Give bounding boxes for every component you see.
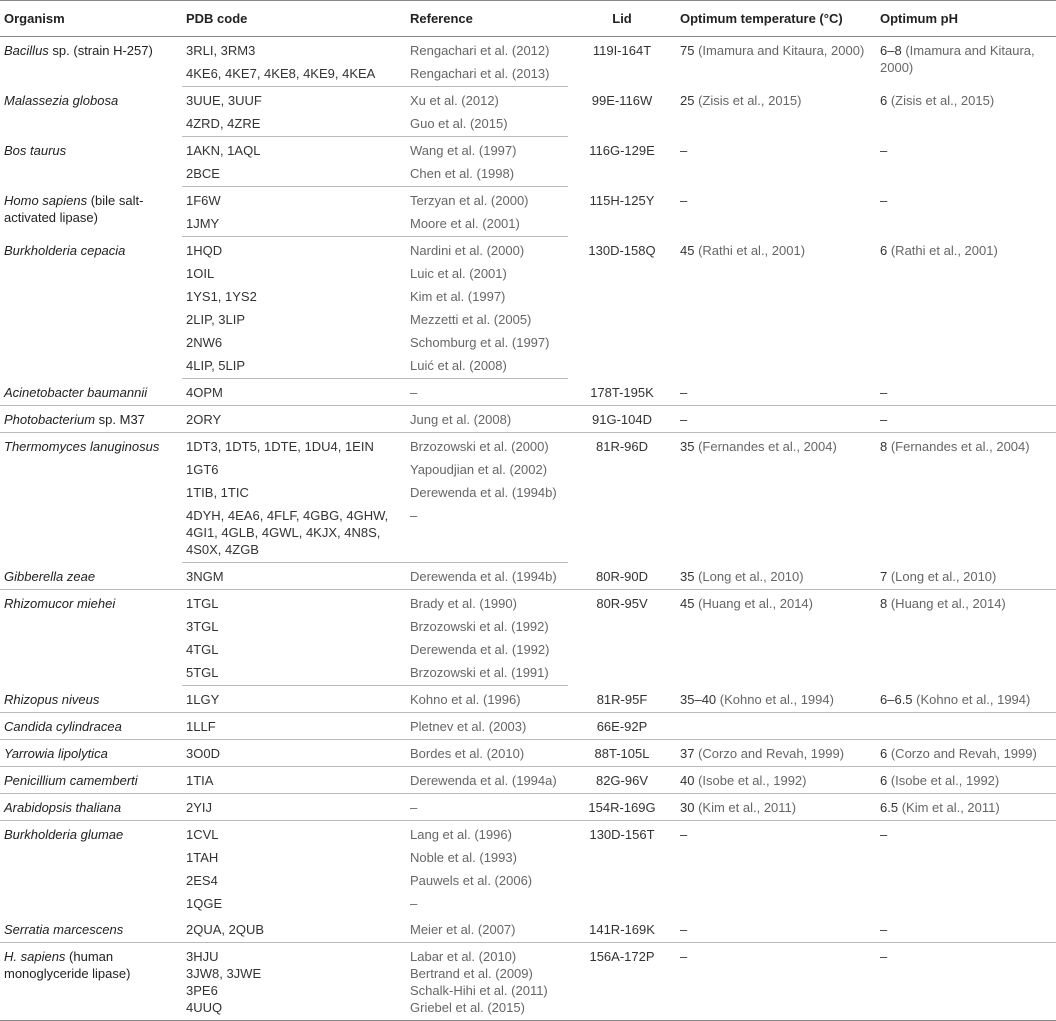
reference-cell: – <box>410 896 418 911</box>
reference-cell: Luić et al. (2008) <box>406 354 568 379</box>
reference-cell: Derewenda et al. (1994b) <box>406 563 568 590</box>
reference-cell: Labar et al. (2010) Bertrand et al. (2009) Schalk-Hihi et al. (2011) Griebel et al. (2015) <box>406 943 568 1021</box>
optimum-ph-cell-value: – <box>880 827 888 842</box>
organism-cell <box>0 406 182 433</box>
optimum-ph-cell-value: – <box>880 949 888 964</box>
optimum-temperature-cell-value: 40 <box>680 773 695 788</box>
organism-name-part: Malassezia globosa <box>4 92 119 108</box>
optimum-ph-cell-reference: (Long et al., 2010) <box>887 568 997 584</box>
optimum-temperature-cell <box>676 821 876 917</box>
optimum-temperature-cell-value: – <box>680 192 688 208</box>
reference-cell: Lang et al. (1996) <box>410 827 512 842</box>
table-row <box>0 943 1056 1021</box>
lid-cell: 81R-95F <box>568 686 676 713</box>
organism-name-part: Candida cylindracea <box>4 719 122 734</box>
optimum-ph-cell <box>876 740 1056 767</box>
reference-cell: Derewenda et al. (1994b) <box>410 485 557 500</box>
optimum-ph-cell <box>876 237 1056 379</box>
organism-name-part: Burkholderia cepacia <box>4 242 126 258</box>
optimum-temperature-cell-reference: (Kim et al., 2011) <box>694 800 797 815</box>
organism-name-part: Yarrowia lipolytica <box>4 746 108 761</box>
organism-cell <box>0 563 182 590</box>
optimum-temperature-cell-value: – <box>680 949 688 964</box>
reference-cell: Wang et al. (1997) <box>410 143 517 158</box>
organism-name-part: (human monoglyceride lipase) <box>4 949 131 981</box>
header-lid: Lid <box>568 1 676 37</box>
reference-cell: Brzozowski et al. (1992) <box>410 619 549 634</box>
pdb-code-cell: 3RLI, 3RM3 <box>186 43 256 58</box>
optimum-temperature-cell <box>676 713 876 740</box>
table-row <box>0 590 1056 616</box>
reference-cell: Xu et al. (2012) <box>410 93 499 108</box>
lid-cell: 66E-92P <box>568 713 676 740</box>
organism-cell <box>0 794 182 821</box>
optimum-ph-cell-value: 6 <box>880 92 888 108</box>
pdb-code-cell: 4LIP, 5LIP <box>182 354 406 379</box>
table-row <box>0 916 1056 943</box>
header-pdb-code: PDB code <box>182 1 406 37</box>
optimum-temperature-cell-reference: (Isobe et al., 1992) <box>694 773 807 788</box>
optimum-temperature-cell-reference: (Long et al., 2010) <box>694 568 804 584</box>
lid-cell: 141R-169K <box>568 916 676 943</box>
optimum-ph-cell <box>876 187 1056 237</box>
lid-cell: 130D-158Q <box>588 242 656 258</box>
optimum-ph-cell <box>876 433 1056 563</box>
organism-name-part: Bos taurus <box>4 142 67 158</box>
pdb-code-cell: 1HQD <box>186 243 223 258</box>
organism-name-part: Arabidopsis thaliana <box>4 800 122 815</box>
table-row <box>0 237 1056 263</box>
optimum-temperature-cell <box>676 379 876 406</box>
optimum-ph-cell-reference: (Fernandes et al., 2004) <box>887 439 1030 454</box>
optimum-temperature-cell <box>676 686 876 713</box>
organism-cell <box>0 137 182 187</box>
organism-name-part: sp. (strain H-257) <box>48 43 153 58</box>
organism-cell <box>0 740 182 767</box>
optimum-temperature-cell-value: 35 <box>680 568 695 584</box>
header-row <box>0 1 1056 37</box>
organism-cell <box>0 187 182 237</box>
organism-name-part: (bile salt-activated lipase) <box>4 192 144 225</box>
table-row <box>0 87 1056 113</box>
header-organism: Organism <box>0 1 182 37</box>
pdb-code-cell: 3HJU 3JW8, 3JWE 3PE6 4UUQ <box>182 943 406 1021</box>
optimum-temperature-cell <box>676 794 876 821</box>
pdb-code-cell: 1TGL <box>186 596 219 611</box>
organism-cell <box>0 821 182 917</box>
optimum-temperature-cell-value: 35 <box>680 439 695 454</box>
organism-cell <box>0 916 182 943</box>
reference-cell: Yapoudjian et al. (2002) <box>410 462 548 477</box>
optimum-temperature-cell <box>676 87 876 137</box>
organism-name-part: Bacillus <box>4 43 49 58</box>
optimum-temperature-cell <box>676 433 876 563</box>
table-row <box>0 37 1056 63</box>
pdb-code-cell: 3NGM <box>182 563 406 590</box>
optimum-temperature-cell-value: – <box>680 827 688 842</box>
optimum-ph-cell <box>876 563 1056 590</box>
pdb-code-cell: 1GT6 <box>186 462 219 477</box>
pdb-code-cell: 4TGL <box>186 642 219 657</box>
optimum-temperature-cell-value: 75 <box>680 43 695 58</box>
optimum-ph-cell <box>876 590 1056 686</box>
table-row <box>0 406 1056 433</box>
optimum-ph-cell-reference: (Zisis et al., 2015) <box>887 92 995 108</box>
optimum-ph-cell-value: 6–6.5 <box>880 691 913 707</box>
optimum-temperature-cell-value: – <box>680 384 688 400</box>
organism-cell <box>0 237 182 379</box>
optimum-ph-cell-reference: (Rathi et al., 2001) <box>887 242 998 258</box>
optimum-ph-cell <box>876 37 1056 87</box>
organism-name-part: Acinetobacter baumannii <box>4 384 148 400</box>
optimum-temperature-cell-reference: (Huang et al., 2014) <box>694 596 813 611</box>
organism-name-part: Thermomyces lanuginosus <box>4 439 160 454</box>
table-row <box>0 563 1056 590</box>
pdb-code-cell: 1LGY <box>182 686 406 713</box>
optimum-ph-cell-value: – <box>880 412 888 427</box>
reference-cell: Derewenda et al. (1992) <box>410 642 550 657</box>
pdb-code-cell: 3TGL <box>186 619 219 634</box>
organism-name-part: Rhizopus niveus <box>4 691 100 707</box>
organism-name-part: Serratia marcescens <box>4 922 124 937</box>
optimum-temperature-cell-reference: (Corzo and Revah, 1999) <box>694 746 845 761</box>
lid-cell: 178T-195K <box>568 379 676 406</box>
reference-cell: Schomburg et al. (1997) <box>410 335 550 350</box>
reference-cell: Brzozowski et al. (1991) <box>406 661 568 686</box>
optimum-temperature-cell <box>676 590 876 686</box>
lid-cell: 99E-116W <box>591 92 653 108</box>
reference-cell: Guo et al. (2015) <box>406 112 568 137</box>
optimum-ph-cell <box>876 379 1056 406</box>
reference-cell: Jung et al. (2008) <box>406 406 568 433</box>
optimum-temperature-cell-reference: (Kohno et al., 1994) <box>716 691 834 707</box>
organism-cell <box>0 713 182 740</box>
organism-cell <box>0 37 182 87</box>
reference-cell: Mezzetti et al. (2005) <box>410 312 532 327</box>
reference-cell: Bordes et al. (2010) <box>406 740 568 767</box>
organism-name-part: Penicillium camemberti <box>4 773 138 788</box>
optimum-temperature-cell <box>676 137 876 187</box>
optimum-temperature-cell-value: 35–40 <box>680 691 717 707</box>
reference-cell: Pletnev et al. (2003) <box>406 713 568 740</box>
optimum-temperature-cell-value: 45 <box>680 242 695 258</box>
pdb-code-cell: 3O0D <box>182 740 406 767</box>
pdb-code-cell: 2NW6 <box>186 335 223 350</box>
optimum-temperature-cell <box>676 943 876 1021</box>
pdb-code-cell: 2YIJ <box>182 794 406 821</box>
optimum-ph-cell-value: 6 <box>880 773 888 788</box>
pdb-code-cell: 4OPM <box>182 379 406 406</box>
optimum-ph-cell-value: 8 <box>880 439 888 454</box>
table-row <box>0 794 1056 821</box>
pdb-code-cell: 4ZRD, 4ZRE <box>182 112 406 137</box>
organism-name-part: Burkholderia glumae <box>4 827 124 842</box>
optimum-ph-cell-reference: (Kim et al., 2011) <box>898 800 1000 815</box>
optimum-ph-cell-value: 8 <box>880 596 888 611</box>
reference-cell: Chen et al. (1998) <box>406 162 568 187</box>
optimum-temperature-cell-value: 45 <box>680 596 695 611</box>
table-row <box>0 137 1056 163</box>
optimum-temperature-cell-value: 37 <box>680 746 695 761</box>
reference-cell: Rengachari et al. (2012) <box>410 43 550 58</box>
lid-cell: 88T-105L <box>568 740 676 767</box>
pdb-code-cell: 1JMY <box>182 212 406 237</box>
optimum-ph-cell-reference: (Huang et al., 2014) <box>887 596 1006 611</box>
reference-cell: Terzyan et al. (2000) <box>410 193 529 208</box>
reference-cell: Luic et al. (2001) <box>410 266 507 281</box>
optimum-ph-cell <box>876 406 1056 433</box>
pdb-code-cell: 1CVL <box>186 827 219 842</box>
reference-cell: Kohno et al. (1996) <box>406 686 568 713</box>
table-row <box>0 713 1056 740</box>
reference-cell: Pauwels et al. (2006) <box>410 873 533 888</box>
lid-cell: 80R-95V <box>596 596 648 611</box>
lid-cell: 81R-96D <box>595 439 649 454</box>
organism-cell <box>0 686 182 713</box>
optimum-temperature-cell <box>676 187 876 237</box>
table-row <box>0 686 1056 713</box>
reference-cell: Noble et al. (1993) <box>410 850 517 865</box>
organism-cell <box>0 379 182 406</box>
optimum-ph-cell-value: – <box>880 142 888 158</box>
optimum-temperature-cell-value: – <box>680 922 688 937</box>
pdb-code-cell: 3UUE, 3UUF <box>186 93 262 108</box>
lid-cell: 80R-90D <box>568 563 676 590</box>
optimum-temperature-cell <box>676 406 876 433</box>
optimum-ph-cell-value: 6–8 <box>880 43 902 58</box>
optimum-temperature-cell-reference: (Zisis et al., 2015) <box>694 92 802 108</box>
pdb-code-cell: 1QGE <box>186 896 223 911</box>
organism-name-part: Gibberella zeae <box>4 568 96 584</box>
optimum-temperature-cell-value: – <box>680 412 688 427</box>
optimum-ph-cell-value: 6.5 <box>880 800 899 815</box>
optimum-temperature-cell <box>676 237 876 379</box>
pdb-code-cell: 1TIA <box>182 767 406 794</box>
pdb-code-cell: 1TAH <box>186 850 219 865</box>
optimum-ph-cell <box>876 943 1056 1021</box>
lid-cell: 156A-172P <box>568 943 676 1021</box>
optimum-temperature-cell-reference: (Rathi et al., 2001) <box>694 242 806 258</box>
optimum-ph-cell-reference: (Isobe et al., 1992) <box>887 773 1000 788</box>
reference-cell: – <box>406 794 568 821</box>
reference-cell: Nardini et al. (2000) <box>410 243 525 258</box>
optimum-ph-cell-value: – <box>880 192 888 208</box>
reference-cell: Meier et al. (2007) <box>406 916 568 943</box>
organism-cell <box>0 590 182 686</box>
optimum-temperature-cell-reference: (Fernandes et al., 2004) <box>694 439 837 454</box>
reference-cell: – <box>406 504 568 563</box>
reference-cell: Moore et al. (2001) <box>406 212 568 237</box>
pdb-code-cell: 1YS1, 1YS2 <box>186 289 257 304</box>
pdb-code-cell: 4KE6, 4KE7, 4KE8, 4KE9, 4KEA <box>182 62 406 87</box>
pdb-code-cell: 1LLF <box>182 713 406 740</box>
optimum-temperature-cell <box>676 916 876 943</box>
organism-cell <box>0 433 182 563</box>
table-body <box>0 37 1056 1021</box>
pdb-code-cell: 1F6W <box>186 193 221 208</box>
reference-cell: Brzozowski et al. (2000) <box>410 439 549 454</box>
reference-cell: Kim et al. (1997) <box>410 289 506 304</box>
optimum-temperature-cell-value: 30 <box>680 800 695 815</box>
lid-cell: 116G-129E <box>589 142 655 158</box>
header-optimum-ph: Optimum pH <box>876 1 1056 37</box>
optimum-temperature-cell <box>676 37 876 87</box>
organism-cell <box>0 943 182 1021</box>
reference-cell: – <box>406 379 568 406</box>
optimum-ph-cell-value: – <box>880 384 888 400</box>
optimum-ph-cell <box>876 137 1056 187</box>
organism-cell <box>0 87 182 137</box>
optimum-ph-cell <box>876 713 1056 740</box>
pdb-code-cell: 1AKN, 1AQL <box>186 143 261 158</box>
reference-cell: Rengachari et al. (2013) <box>406 62 568 87</box>
optimum-ph-cell-reference: (Kohno et al., 1994) <box>912 691 1031 707</box>
optimum-ph-cell-reference: (Imamura and Kitaura, 2000) <box>880 43 1035 75</box>
pdb-code-cell: 5TGL <box>182 661 406 686</box>
organism-name-part: Rhizomucor miehei <box>4 596 116 611</box>
lid-cell: 119I-164T <box>592 43 652 58</box>
optimum-ph-cell-value: – <box>880 922 888 937</box>
pdb-code-cell: 4DYH, 4EA6, 4FLF, 4GBG, 4GHW, 4GI1, 4GLB, 4GWL, 4KJX, 4N8S, 4S0X, 4ZGB <box>182 504 406 563</box>
lid-cell: 82G-96V <box>568 767 676 794</box>
organism-name-part: Photobacterium <box>4 412 96 427</box>
table-row <box>0 379 1056 406</box>
optimum-ph-cell <box>876 686 1056 713</box>
organism-cell <box>0 767 182 794</box>
optimum-temperature-cell-value: 25 <box>680 92 695 108</box>
organism-name-part: H. sapiens <box>4 949 66 964</box>
table-row <box>0 767 1056 794</box>
reference-cell: Derewenda et al. (1994a) <box>406 767 568 794</box>
optimum-temperature-cell <box>676 767 876 794</box>
pdb-code-cell: 1TIB, 1TIC <box>186 485 249 500</box>
lid-cell: 115H-125Y <box>589 192 655 208</box>
table-row <box>0 740 1056 767</box>
pdb-code-cell: 2ORY <box>182 406 406 433</box>
table-row <box>0 187 1056 213</box>
organism-name-part: sp. M37 <box>95 412 145 427</box>
optimum-ph-cell <box>876 821 1056 917</box>
lid-cell: 130D-156T <box>589 827 655 842</box>
lid-cell: 154R-169G <box>568 794 676 821</box>
optimum-ph-cell <box>876 916 1056 943</box>
pdb-code-cell: 1DT3, 1DT5, 1DTE, 1DU4, 1EIN <box>186 439 374 454</box>
organism-name-part: Homo sapiens <box>4 192 88 208</box>
optimum-ph-cell <box>876 767 1056 794</box>
pdb-code-cell: 2QUA, 2QUB <box>182 916 406 943</box>
optimum-ph-cell <box>876 794 1056 821</box>
pdb-code-cell: 2BCE <box>182 162 406 187</box>
optimum-ph-cell-value: 6 <box>880 746 888 761</box>
optimum-temperature-cell <box>676 563 876 590</box>
optimum-ph-cell-reference: (Corzo and Revah, 1999) <box>887 746 1037 761</box>
table-row <box>0 433 1056 459</box>
optimum-temperature-cell-value: – <box>680 142 688 158</box>
optimum-temperature-cell <box>676 740 876 767</box>
pdb-code-cell: 1OIL <box>186 266 215 281</box>
optimum-ph-cell <box>876 87 1056 137</box>
optimum-temperature-cell-reference: (Imamura and Kitaura, 2000) <box>694 43 865 58</box>
pdb-code-cell: 2ES4 <box>186 873 218 888</box>
pdb-code-cell: 2LIP, 3LIP <box>186 312 246 327</box>
header-reference: Reference <box>406 1 568 37</box>
reference-cell: Brady et al. (1990) <box>410 596 517 611</box>
lid-cell: 91G-104D <box>568 406 676 433</box>
header-optimum-temperature: Optimum temperature (°C) <box>676 1 876 37</box>
optimum-ph-cell-value: 7 <box>880 568 888 584</box>
optimum-ph-cell-value: 6 <box>880 242 888 258</box>
table-row <box>0 821 1056 847</box>
